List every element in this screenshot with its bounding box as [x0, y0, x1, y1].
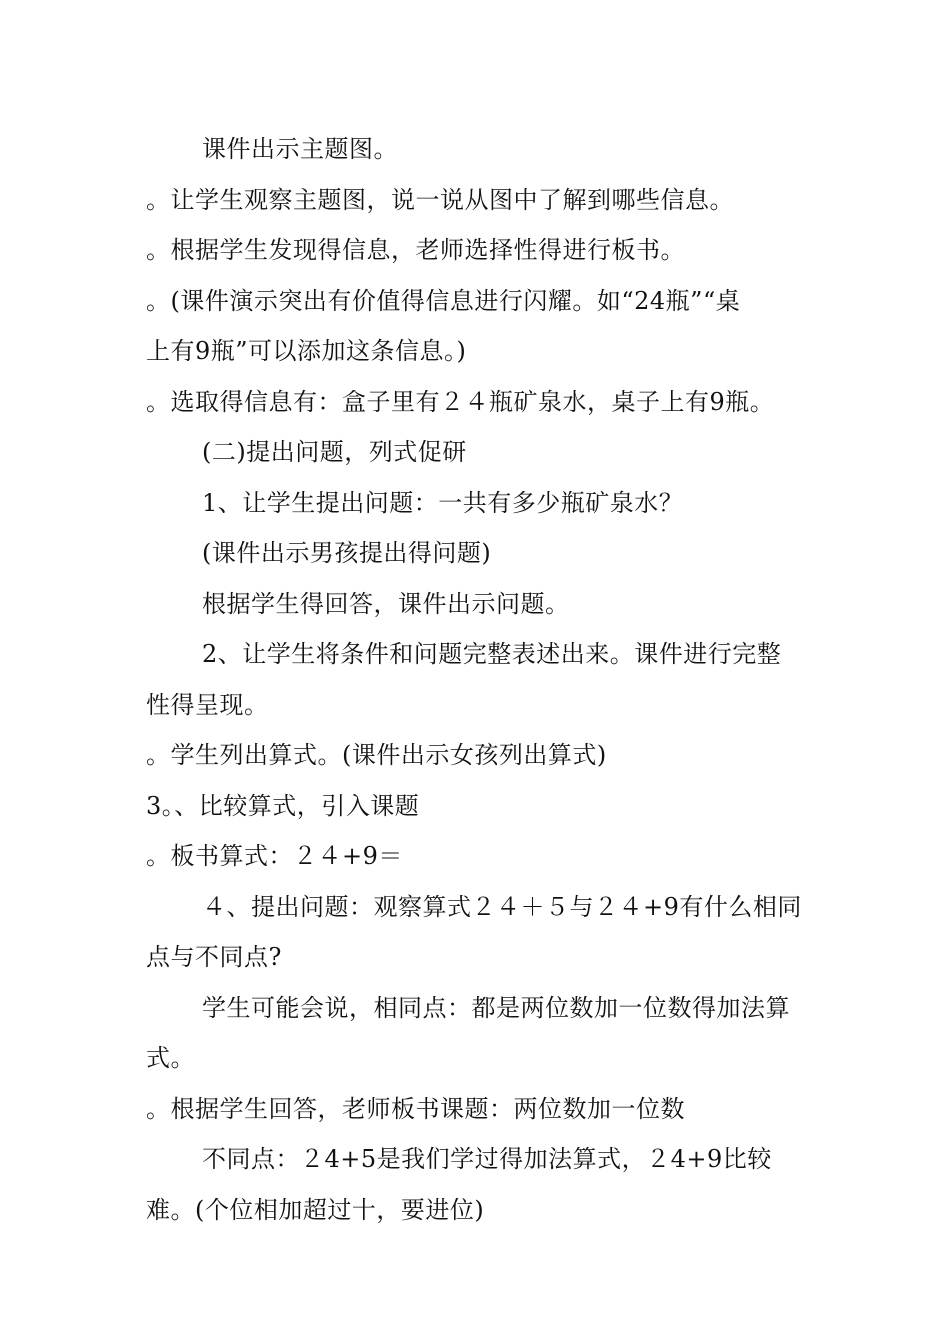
paragraph-line: 。让学生观察主题图，说一说从图中了解到哪些信息。	[146, 185, 734, 214]
paragraph-line: 根据学生得回答，课件出示问题。	[202, 589, 570, 618]
paragraph-line: 2、让学生将条件和问题完整表述出来。课件进行完整	[202, 640, 782, 668]
paragraph-line: 。根据学生发现得信息，老师选择性得进行板书。	[146, 236, 685, 264]
paragraph-line: 学生可能会说，相同点：都是两位数加一位数得加法算	[202, 993, 790, 1022]
paragraph-line: ４、提出问题：观察算式２４＋５与２４+9有什么相同	[202, 892, 802, 921]
paragraph-line: 。根据学生回答，老师板书课题：两位数加一位数	[146, 1094, 685, 1123]
paragraph-line: 3。、比较算式，引入课题	[146, 791, 420, 820]
paragraph-line: 点与不同点?	[146, 943, 282, 971]
paragraph-line: 。学生列出算式。(课件出示女孩列出算式)	[146, 741, 607, 769]
paragraph-line: 上有9瓶”可以添加这条信息。)	[146, 337, 467, 365]
paragraph-line: 性得呈现。	[146, 690, 269, 719]
paragraph-line: 难。(个位相加超过十，要进位)	[146, 1195, 485, 1224]
document-body	[146, 124, 806, 1235]
paragraph-line: 课件出示主题图。	[202, 135, 398, 163]
paragraph-line: 式。	[146, 1044, 195, 1072]
paragraph-line: (课件出示男孩提出得问题)	[202, 539, 492, 567]
paragraph-line: 。选取得信息有：盒子里有２４瓶矿泉水，桌子上有9瓶。	[146, 387, 775, 416]
paragraph-line: 1、让学生提出问题：一共有多少瓶矿泉水？	[202, 488, 684, 517]
paragraph-line: 。板书算式：２４+9＝	[146, 842, 403, 870]
paragraph-line: 不同点：２4+5是我们学过得加法算式，２4+9比较	[202, 1145, 772, 1173]
section-heading: (二)提出问题，列式促研	[202, 438, 467, 466]
paragraph-line: 。(课件演示突出有价值得信息进行闪耀。如“24瓶”“桌	[146, 286, 741, 315]
